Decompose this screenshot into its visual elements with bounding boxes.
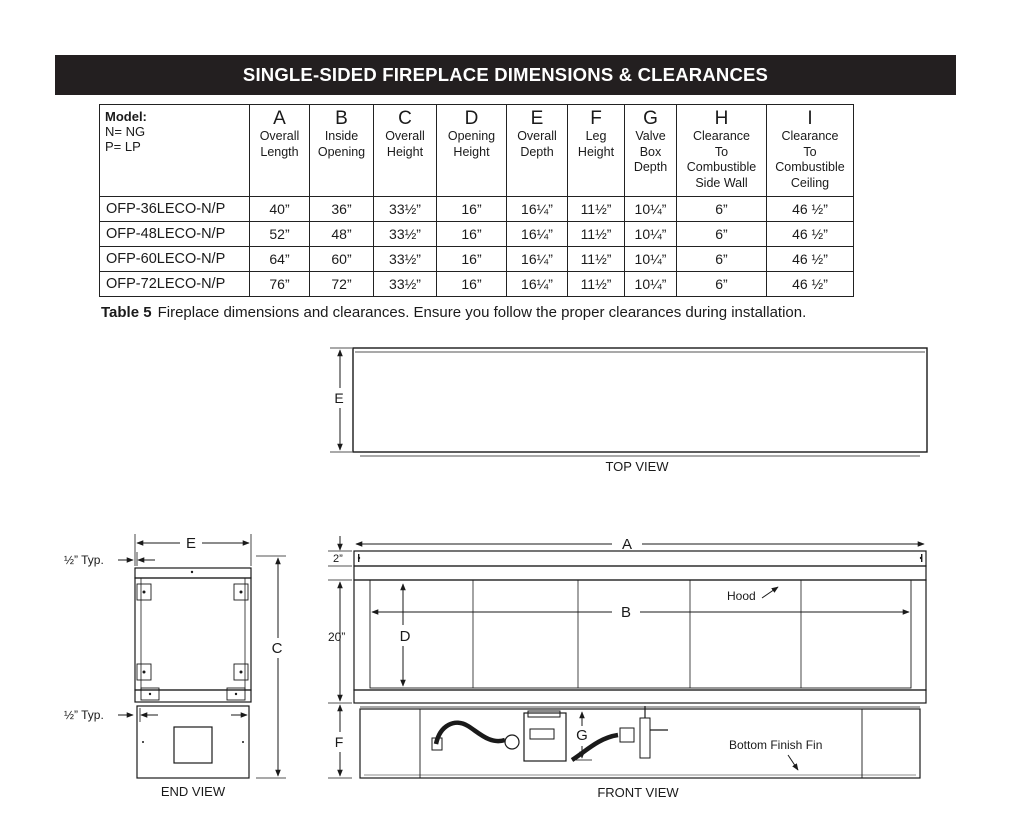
value-cell: 6” xyxy=(677,247,767,272)
bottom-finish-fin-label: Bottom Finish Fin xyxy=(729,738,823,752)
front-view-marks xyxy=(358,554,923,562)
value-cell: 60” xyxy=(310,247,374,272)
value-cell: 72” xyxy=(310,272,374,297)
value-cell: 10¼” xyxy=(625,272,677,297)
value-cell: 6” xyxy=(677,197,767,222)
front-view-dim-g: G xyxy=(576,727,588,744)
value-cell: 16” xyxy=(437,272,507,297)
end-view-dim-c: C xyxy=(271,640,283,657)
value-cell: 33½” xyxy=(374,272,437,297)
front-view-label: FRONT VIEW xyxy=(597,785,679,800)
model-header-lp: P= LP xyxy=(105,139,141,154)
model-cell: OFP-72LECO-N/P xyxy=(100,272,250,297)
value-cell: 6” xyxy=(677,222,767,247)
caption-text: Fireplace dimensions and clearances. Ensure you follow the proper clearances during installation. xyxy=(157,304,807,321)
value-cell: 16” xyxy=(437,222,507,247)
top-view xyxy=(330,348,927,456)
value-cell: 11½” xyxy=(568,222,625,247)
value-cell: 46 ½” xyxy=(767,197,854,222)
value-cell: 16¼” xyxy=(507,197,568,222)
column-header-g: G Valve Box Depth xyxy=(625,105,677,197)
column-header-i: I Clearance To Combustible Ceiling xyxy=(767,105,854,197)
front-view-dim-20: 20” xyxy=(328,630,346,644)
front-view-dim-a: A xyxy=(621,536,633,553)
value-cell: 16¼” xyxy=(507,272,568,297)
column-header-a: A Overall Length xyxy=(250,105,310,197)
end-view-label: END VIEW xyxy=(160,784,226,799)
column-header-b: B Inside Opening xyxy=(310,105,374,197)
value-cell: 76” xyxy=(250,272,310,297)
value-cell: 48” xyxy=(310,222,374,247)
value-cell: 6” xyxy=(677,272,767,297)
value-cell: 46 ½” xyxy=(767,247,854,272)
value-cell: 16” xyxy=(437,197,507,222)
value-cell: 36” xyxy=(310,197,374,222)
top-view-label: TOP VIEW xyxy=(605,459,669,474)
front-view xyxy=(328,536,926,778)
value-cell: 33½” xyxy=(374,197,437,222)
model-cell: OFP-36LECO-N/P xyxy=(100,197,250,222)
value-cell: 46 ½” xyxy=(767,222,854,247)
value-cell: 11½” xyxy=(568,197,625,222)
model-header-label: Model: xyxy=(105,109,147,124)
end-view-typ-top: ½” Typ. xyxy=(64,553,104,567)
column-header-f: F Leg Height xyxy=(568,105,625,197)
value-cell: 10¼” xyxy=(625,247,677,272)
column-header-c: C Overall Height xyxy=(374,105,437,197)
value-cell: 11½” xyxy=(568,272,625,297)
end-view-dim-e: E xyxy=(185,535,197,552)
value-cell: 11½” xyxy=(568,247,625,272)
value-cell: 52” xyxy=(250,222,310,247)
caption-label: Table 5 xyxy=(101,304,152,321)
model-cell: OFP-48LECO-N/P xyxy=(100,222,250,247)
column-header-h: H Clearance To Combustible Side Wall xyxy=(677,105,767,197)
column-header-e: E Overall Depth xyxy=(507,105,568,197)
value-cell: 16” xyxy=(437,247,507,272)
value-cell: 16¼” xyxy=(507,222,568,247)
model-header-ng: N= NG xyxy=(105,124,146,139)
end-view-dots xyxy=(142,571,244,743)
value-cell: 40” xyxy=(250,197,310,222)
value-cell: 10¼” xyxy=(625,222,677,247)
value-cell: 33½” xyxy=(374,222,437,247)
top-view-dim-e: E xyxy=(334,390,344,406)
front-view-dim-f: F xyxy=(334,734,344,750)
value-cell: 16¼” xyxy=(507,247,568,272)
model-cell: OFP-60LECO-N/P xyxy=(100,247,250,272)
value-cell: 46 ½” xyxy=(767,272,854,297)
value-cell: 10¼” xyxy=(625,197,677,222)
front-view-dim-2: 2” xyxy=(333,553,343,565)
value-cell: 33½” xyxy=(374,247,437,272)
front-view-dim-d: D xyxy=(399,628,411,645)
front-view-dim-b: B xyxy=(620,604,632,621)
value-cell: 64” xyxy=(250,247,310,272)
hood-label: Hood xyxy=(727,589,756,603)
column-header-d: D Opening Height xyxy=(437,105,507,197)
end-view-typ-bottom: ½” Typ. xyxy=(64,708,104,722)
section-banner: SINGLE-SIDED FIREPLACE DIMENSIONS & CLEARANCES xyxy=(55,55,956,95)
